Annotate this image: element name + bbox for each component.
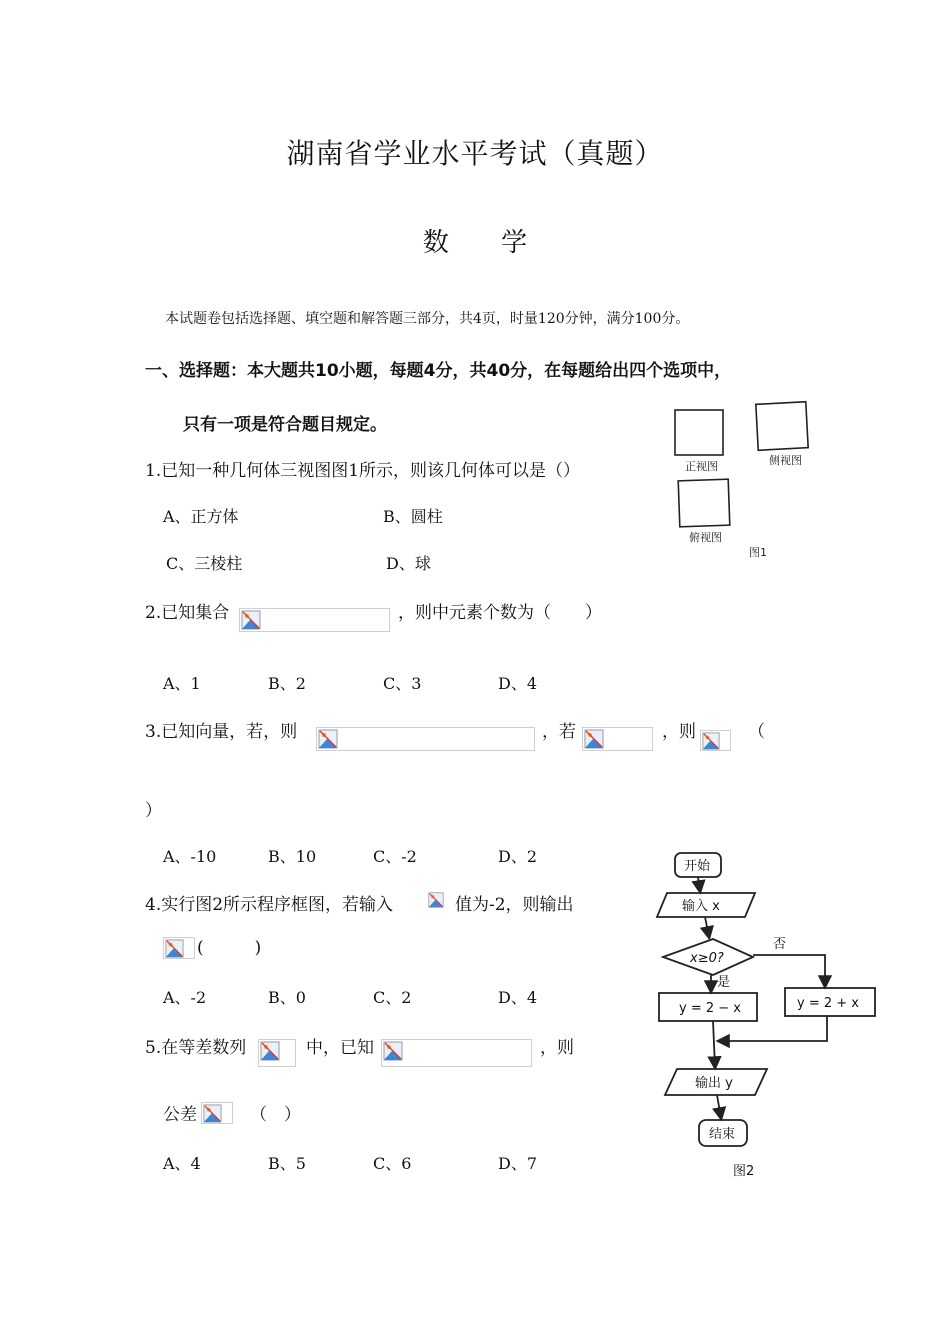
question-5-part-a: 5.在等差数列 [145, 1038, 247, 1058]
question-2-part-b: ，则中元素个数为（ ） [398, 603, 602, 623]
question-3-part-b: ，若 [542, 722, 576, 742]
section-header-cont: 只有一项是符合题目规定。 [183, 415, 387, 435]
q1-option-c[interactable]: C、三棱柱 [166, 554, 243, 573]
front-view-square [675, 410, 723, 455]
q4-option-b[interactable]: B、0 [268, 988, 306, 1007]
q4-option-d[interactable]: D、4 [498, 988, 538, 1007]
broken-image-icon [383, 1041, 403, 1061]
flow-condition-label: x≥0? [690, 951, 724, 966]
broken-image-icon [241, 610, 261, 630]
question-3-part-d: （ [748, 722, 765, 742]
question-5-part-b: 中，已知 [306, 1038, 374, 1058]
q3-option-a[interactable]: A、-10 [163, 847, 217, 866]
question-1: 1.已知一种几何体三视图图1所示，则该几何体可以是（） [145, 461, 581, 481]
q1-option-a[interactable]: A、正方体 [163, 507, 239, 526]
q3-option-d[interactable]: D、2 [498, 847, 538, 866]
q5-option-d[interactable]: D、7 [498, 1154, 538, 1173]
q5-option-b[interactable]: B、5 [268, 1154, 306, 1173]
formula-image-placeholder [258, 1039, 296, 1067]
q2-option-b[interactable]: B、2 [268, 674, 306, 693]
formula-image-placeholder [163, 937, 195, 959]
formula-image-placeholder [201, 1102, 233, 1124]
formula-image-placeholder [582, 727, 653, 751]
formula-image-placeholder [381, 1039, 532, 1067]
intro-text: 本试题卷包括选择题、填空题和解答题三部分，共4页，时量120分钟，满分100分。 [165, 311, 690, 327]
broken-image-icon [203, 1104, 222, 1123]
q2-option-a[interactable]: A、1 [163, 674, 201, 693]
flow-start-label: 开始 [684, 859, 711, 874]
broken-image-icon [584, 729, 604, 749]
q1-option-b[interactable]: B、圆柱 [383, 507, 443, 526]
subject-title: 数 学 [422, 228, 550, 258]
formula-image-placeholder [428, 891, 446, 911]
side-view-square [756, 402, 808, 451]
side-view-label: 侧视图 [769, 454, 802, 467]
section-header: 一、选择题：本大题共10小题，每题4分，共40分，在每题给出四个选项中， [145, 361, 732, 381]
q3-option-c[interactable]: C、-2 [373, 847, 417, 866]
broken-image-icon [260, 1041, 280, 1061]
question-3-part-e: ） [145, 801, 162, 821]
figure1-caption: 图1 [749, 546, 767, 559]
question-4-part-c: ( ) [197, 938, 262, 958]
top-view-label: 俯视图 [689, 531, 722, 544]
flow-output-label: 输出 y [695, 1076, 733, 1091]
q4-option-a[interactable]: A、-2 [163, 988, 207, 1007]
formula-image-placeholder [239, 608, 390, 632]
flow-yes-label: 是 [717, 975, 731, 990]
question-5-part-c: ，则 [540, 1038, 574, 1058]
q1-option-d[interactable]: D、球 [386, 554, 431, 573]
question-4-part-a: 4.实行图2所示程序框图，若输入 [145, 895, 394, 915]
broken-image-icon [428, 891, 444, 909]
broken-image-icon [165, 939, 184, 958]
question-2-part-a: 2.已知集合 [145, 603, 230, 623]
three-view-figure [665, 398, 825, 568]
flow-left-process-label: y = 2 − x [679, 1001, 741, 1016]
broken-image-icon [702, 732, 720, 750]
q3-option-b[interactable]: B、10 [268, 847, 317, 866]
question-3-part-c: ，则 [662, 722, 696, 742]
front-view-label: 正视图 [685, 460, 718, 473]
figure2-caption: 图2 [733, 1164, 755, 1179]
q2-option-d[interactable]: D、4 [498, 674, 538, 693]
question-5-part-d: 公差 [163, 1105, 197, 1125]
q5-option-c[interactable]: C、6 [373, 1154, 412, 1173]
flow-end-label: 结束 [709, 1127, 736, 1142]
q5-option-a[interactable]: A、4 [163, 1154, 201, 1173]
top-view-square [678, 479, 730, 527]
question-3-part-a: 3.已知向量，若，则 [145, 722, 298, 742]
question-4-part-b: 值为-2，则输出 [455, 895, 574, 915]
flow-input-label: 输入 x [682, 899, 720, 914]
q4-option-c[interactable]: C、2 [373, 988, 412, 1007]
exam-title: 湖南省学业水平考试（真题） [286, 137, 664, 170]
q2-option-c[interactable]: C、3 [383, 674, 422, 693]
formula-image-placeholder [700, 730, 731, 751]
flowchart-figure [635, 845, 885, 1185]
question-5-part-e: （ ） [250, 1105, 301, 1125]
broken-image-icon [318, 729, 338, 749]
flow-no-label: 否 [773, 937, 787, 952]
flow-right-process-label: y = 2 + x [797, 996, 859, 1011]
formula-image-placeholder [316, 727, 535, 751]
